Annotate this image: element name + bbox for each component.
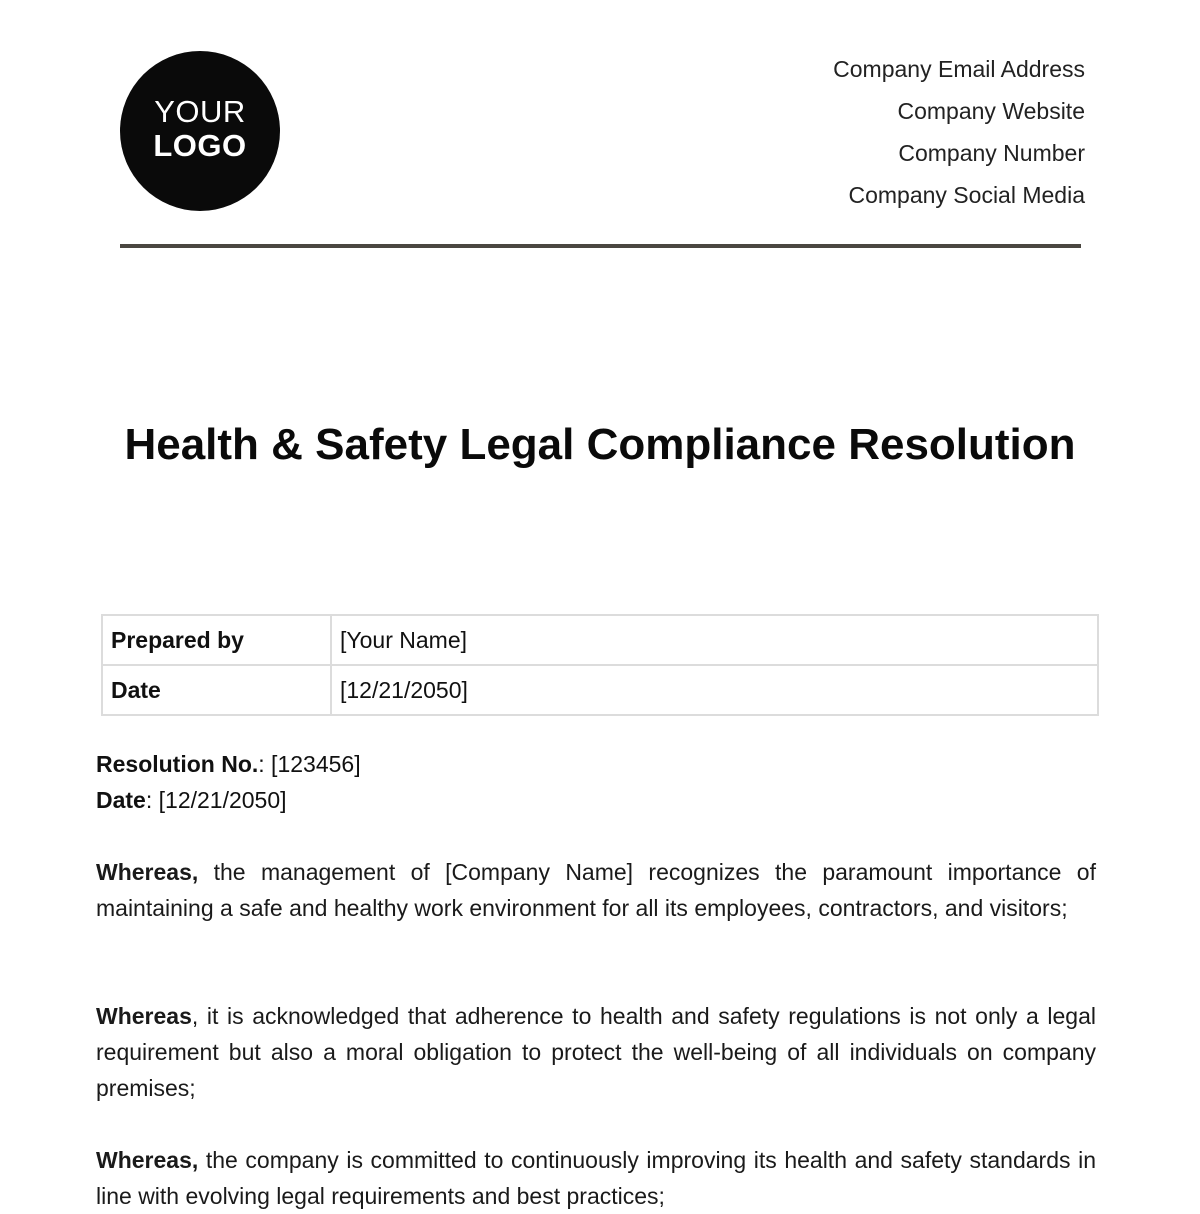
company-number: Company Number xyxy=(898,140,1085,166)
info-table xyxy=(101,614,1099,716)
company-contact-block xyxy=(833,52,1085,220)
resolution-meta xyxy=(96,746,361,818)
resolution-date-line xyxy=(96,782,361,818)
whereas-paragraph-2 xyxy=(96,998,1096,1106)
resolution-number-value: : [123456] xyxy=(258,751,361,777)
company-email: Company Email Address xyxy=(833,56,1085,82)
whereas-lead: Whereas, xyxy=(96,859,199,885)
date-value: [12/21/2050] xyxy=(331,665,1098,715)
table-row xyxy=(102,615,1098,665)
whereas-lead: Whereas, xyxy=(96,1147,199,1173)
whereas-paragraph-3 xyxy=(96,1142,1096,1214)
company-logo xyxy=(120,51,280,211)
header-divider xyxy=(120,244,1081,248)
whereas-text: the company is committed to continuously improving its health and safety standards in line with evolving legal requirements and best practices; xyxy=(96,1147,1096,1209)
logo-text-line2: LOGO xyxy=(153,128,247,163)
whereas-paragraph-1 xyxy=(96,854,1096,926)
whereas-lead: Whereas xyxy=(96,1003,192,1029)
resolution-number-label: Resolution No. xyxy=(96,751,259,777)
date-label: Date xyxy=(102,665,331,715)
resolution-number-line xyxy=(96,746,361,782)
company-social-media: Company Social Media xyxy=(848,182,1085,208)
prepared-by-label: Prepared by xyxy=(102,615,331,665)
prepared-by-value: [Your Name] xyxy=(331,615,1098,665)
resolution-date-value: : [12/21/2050] xyxy=(145,787,287,813)
whereas-text: , it is acknowledged that adherence to health and safety regulations is not only a legal requirement but also a moral obligation to protect the well-being of all individuals on company premises; xyxy=(96,1003,1096,1101)
logo-text-line1: YOUR xyxy=(154,94,246,129)
table-row xyxy=(102,665,1098,715)
resolution-date-label: Date xyxy=(96,787,146,813)
document-title: Health & Safety Legal Compliance Resolution xyxy=(124,420,1076,469)
whereas-text: the management of [Company Name] recognizes the paramount importance of maintaining a safe and healthy work environment for all its employees, contractors, and visitors; xyxy=(96,859,1096,921)
company-website: Company Website xyxy=(897,98,1085,124)
